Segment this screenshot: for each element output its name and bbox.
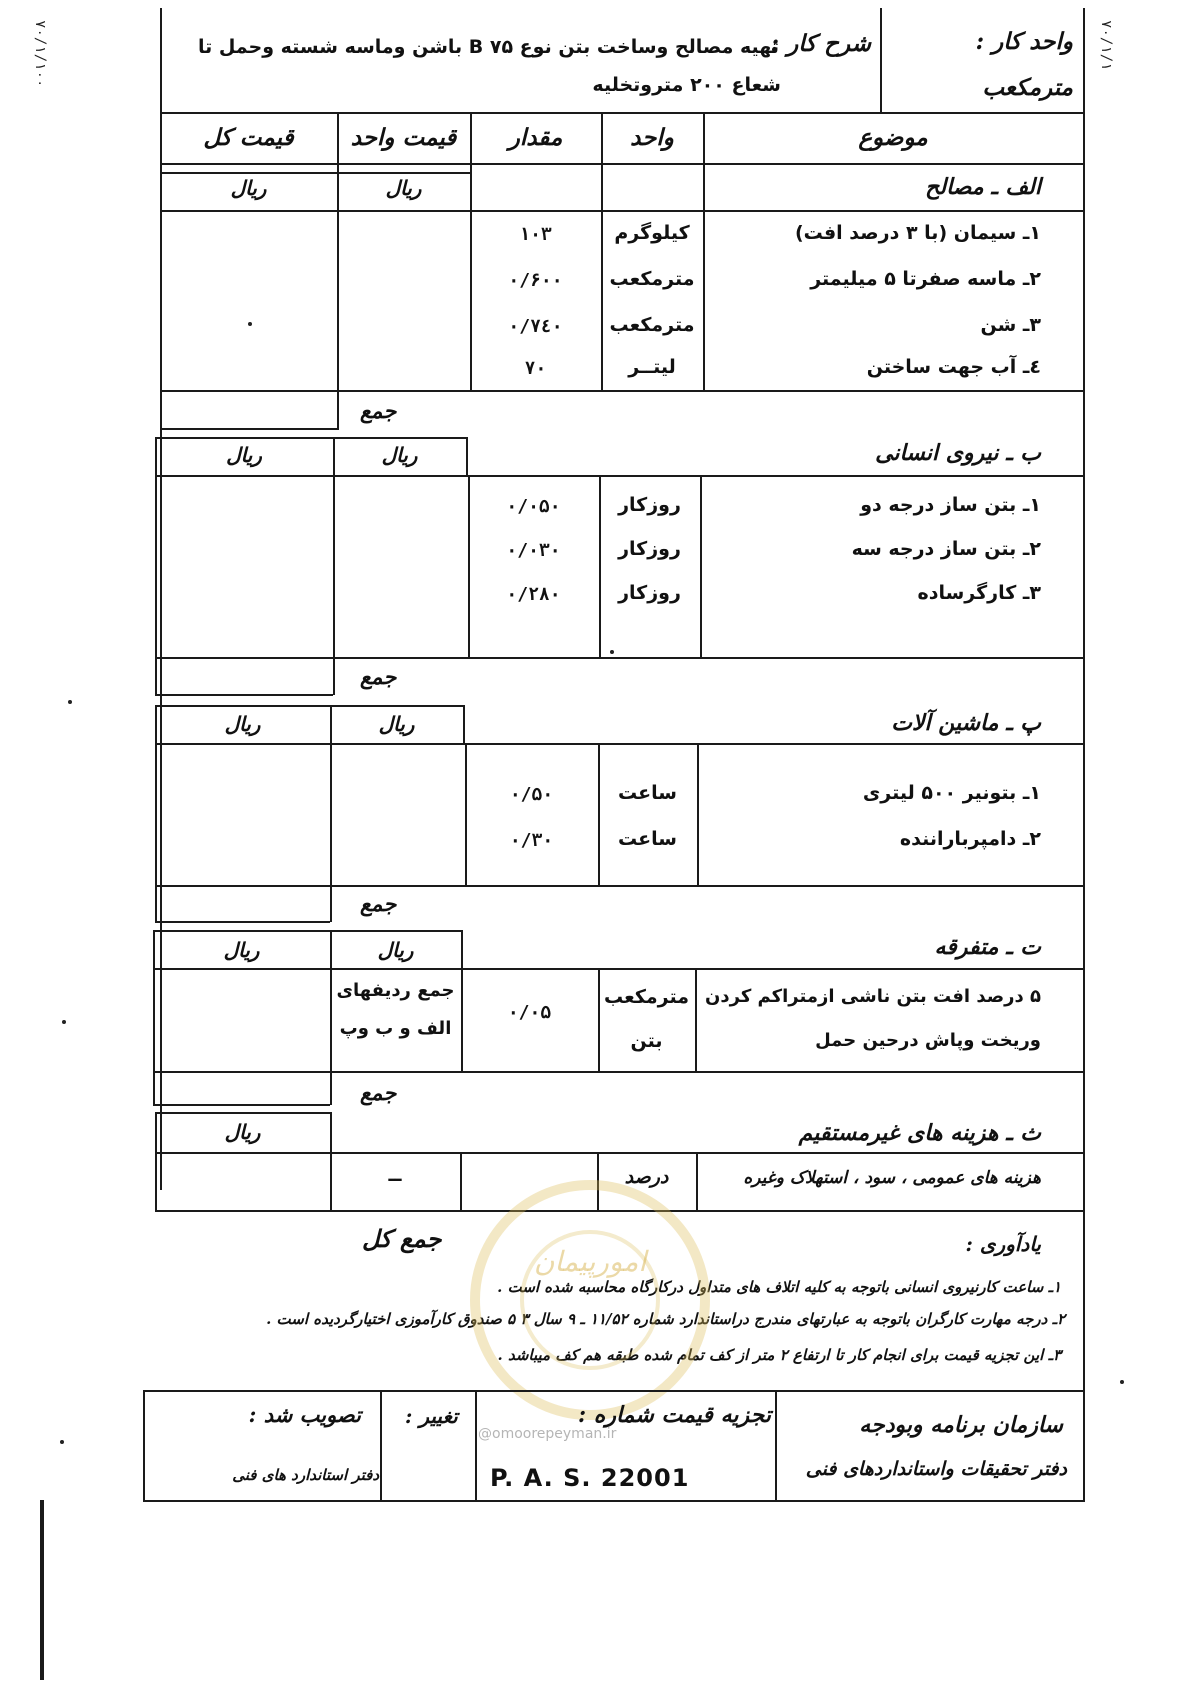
scan-speck — [1120, 1380, 1124, 1384]
note-2: ۲ـ درجه مهارت کارگران باتوجه به عبارتهای مندرج دراستاندارد شماره ۱۱/۵۲ ـ ۹ سال ۳ ۵ صندوق کارآموزی اختیارگردیده است . — [266, 1310, 1065, 1328]
right-margin-mark: ۷٠/۱/۱ — [1098, 20, 1114, 71]
labor-item-2-name: ۲ـ بتن ساز درجه سه — [851, 538, 1041, 560]
materials-item-1-unit: کیلوگرم — [614, 222, 690, 244]
machinery-sum-label: جمع — [360, 891, 397, 916]
labor-sum-label: جمع — [360, 664, 397, 689]
misc-unit-line1: مترمکعب — [604, 986, 689, 1008]
work-unit-value: مترمکعب — [982, 74, 1073, 101]
column-total-price: قیمت کل — [203, 124, 294, 151]
misc-unit-line2: بتن — [630, 1030, 663, 1052]
labor-item-1-amount: ۰/۰۵۰ — [506, 496, 561, 517]
labor-rial-bottom-rule — [155, 475, 1085, 477]
machinery-item-1-amount: ۰/۵۰ — [509, 784, 554, 805]
notes-title: یادآوری : — [965, 1232, 1041, 1256]
misc-items-bottom-rule — [153, 1071, 1085, 1073]
labor-item-1-unit: روزکار — [618, 494, 681, 516]
machinery-items-bottom-rule — [155, 885, 1085, 887]
column-subject: موضوع — [858, 124, 928, 151]
labor-items-bottom-rule — [155, 657, 1085, 659]
materials-items-bottom-rule — [160, 390, 1085, 392]
materials-currency-total: ریال — [230, 176, 267, 200]
column-unit-price: قیمت واحد — [350, 124, 457, 151]
machinery-currency-total: ریال — [224, 712, 261, 736]
work-description-line1: تهیه مصالح وساخت بتن نوع B ۷۵ باشن وماسه شسته وحمل تا — [197, 36, 779, 58]
watermark-stamp-text: امورپیمان — [533, 1245, 647, 1278]
labor-sum-bottom-rule — [155, 694, 333, 696]
materials-item-1-amount: ۱۰۳ — [519, 224, 552, 245]
machinery-unit-sep — [598, 743, 600, 885]
misc-item-line2: وریخت وپاش درحین حمل — [815, 1030, 1041, 1051]
materials-item-3-name: ۳ـ شن — [980, 314, 1041, 336]
note-3: ۳ـ این تجزیه قیمت برای انجام کار تا ارتفاع ۲ متر از کف تمام شده طبقه هم کف میباشد . — [497, 1346, 1061, 1364]
misc-sum-label: جمع — [360, 1080, 397, 1105]
indirect-rial-top-rule — [155, 1112, 332, 1114]
machinery-subject-sep — [697, 743, 699, 885]
col-sep-unit-amount — [601, 112, 603, 390]
indirect-unit: درصد — [624, 1166, 669, 1188]
materials-currency-unit: ریال — [385, 176, 422, 200]
machinery-rial-bottom-rule — [155, 743, 1085, 745]
misc-rial-top-rule — [153, 930, 463, 932]
footer-org-line1: سازمان برنامه وبودجه — [859, 1412, 1063, 1438]
machinery-item-2-name: ۲ـ دامپرباراننده — [899, 828, 1041, 850]
machinery-unitprice-sep — [330, 705, 332, 922]
col-sep-subject-unit — [703, 112, 705, 390]
materials-item-4-unit: لیتــر — [628, 356, 676, 378]
footer-org-line2: دفتر تحقیقات واستانداردهای فنی — [805, 1458, 1067, 1480]
misc-currency-total: ریال — [223, 938, 260, 962]
machinery-sum-bottom-rule — [155, 921, 330, 923]
misc-rial-bottom-rule — [153, 968, 1085, 970]
footer-approved-label: تصویب شد : — [248, 1402, 361, 1427]
machinery-currency-sep — [463, 705, 465, 745]
labor-item-1-name: ۱ـ بتن ساز درجه دو — [860, 494, 1041, 516]
materials-rial-top-rule — [160, 172, 470, 174]
scan-speck — [68, 700, 72, 704]
machinery-item-1-name: ۱ـ بتونیر ۵۰۰ لیتری — [862, 782, 1041, 804]
misc-currency-unit: ریال — [377, 938, 414, 962]
misc-unit-sep — [598, 968, 600, 1072]
misc-amount: ۰/۰۵ — [507, 1002, 552, 1023]
scan-speck — [62, 1020, 66, 1024]
labor-item-3-amount: ۰/۲۸۰ — [506, 584, 561, 605]
indirect-amount-sep — [460, 1152, 462, 1210]
materials-title: الف ـ مصالح — [925, 174, 1041, 200]
labor-item-2-unit: روزکار — [618, 538, 681, 560]
labor-rial-top-rule — [155, 437, 468, 439]
misc-price-line2: الف و ب وپ — [339, 1018, 452, 1039]
labor-currency-total: ریال — [226, 443, 262, 467]
indirect-currency-sep — [330, 1112, 332, 1210]
materials-sum-label: جمع — [360, 398, 397, 423]
scan-speck — [60, 1440, 64, 1444]
work-description-line2: شعاع ۲۰۰ متروتخلیه — [592, 74, 781, 96]
watermark-stamp — [470, 1180, 710, 1420]
machinery-rial-top-rule — [155, 705, 465, 707]
footer-analysis-code: P. A. S. 22001 — [490, 1464, 690, 1492]
labor-currency-unit: ریال — [381, 443, 418, 467]
left-margin-mark: ۷٠/۱/۱۰٠ — [32, 20, 48, 88]
labor-item-3-unit: روزکار — [618, 582, 681, 604]
machinery-item-1-unit: ساعت — [618, 782, 677, 804]
labor-item-2-amount: ۰/۰۳۰ — [506, 540, 561, 561]
materials-item-4-amount: ۷۰ — [524, 358, 547, 379]
materials-item-4-name: ٤ـ آب جهت ساختن — [866, 356, 1041, 378]
materials-sum-bottom-rule — [160, 428, 337, 430]
note-1: ۱ـ ساعت کارنیروی انسانی باتوجه به کلیه اتلاف های متداول درکارگاه محاسبه شده است . — [497, 1278, 1061, 1296]
frame-right-border — [1083, 8, 1085, 1390]
scan-speck — [248, 322, 252, 326]
machinery-amount-sep — [465, 743, 467, 885]
footer-sep-analysis — [475, 1390, 477, 1502]
labor-item-3-name: ۳ـ کارگرساده — [917, 582, 1041, 604]
materials-rial-bottom-rule — [160, 210, 1085, 212]
column-header-bottom-rule — [160, 163, 1085, 165]
labor-currency-sep — [466, 437, 468, 475]
materials-item-3-unit: مترمکعب — [609, 314, 695, 336]
materials-item-2-unit: مترمکعب — [609, 268, 695, 290]
grand-total-label: جمع کل — [362, 1224, 442, 1253]
header-divider — [880, 8, 882, 114]
machinery-item-2-amount: ۰/۳۰ — [509, 830, 554, 851]
indirect-item: هزینه های عمومی ، سود ، استهلاک وغیره — [743, 1168, 1041, 1188]
indirect-rial-bottom-rule — [155, 1152, 1085, 1154]
machinery-item-2-unit: ساعت — [618, 828, 677, 850]
footer-top-rule — [143, 1390, 1085, 1392]
footer-change-label: تغییر : — [405, 1404, 458, 1428]
footer-sep-org — [775, 1390, 777, 1502]
column-unit: واحد — [630, 124, 674, 151]
indirect-subject-sep — [696, 1152, 698, 1210]
footer-bottom-rule — [143, 1500, 1085, 1502]
header-bottom-rule — [160, 112, 1085, 114]
footer-approved-org: دفتر استاندارد های فنی — [232, 1466, 379, 1484]
materials-item-2-amount: ۰/۶۰۰ — [508, 270, 563, 291]
labor-subject-sep — [700, 475, 702, 657]
misc-left-border — [153, 930, 155, 1105]
misc-sum-bottom-rule — [153, 1104, 330, 1106]
materials-item-2-name: ۲ـ ماسه صفرتا ۵ میلیمتر — [810, 268, 1041, 290]
misc-currency-sep — [461, 930, 463, 1072]
labor-title: ب ـ نیروی انسانی — [875, 440, 1041, 466]
misc-title: ت ـ متفرقه — [934, 934, 1041, 960]
footer-analysis-label: تجزیه قیمت شماره : — [578, 1402, 771, 1428]
machinery-left-border — [155, 705, 157, 922]
materials-item-3-amount: ۰/۷٤۰ — [508, 316, 563, 337]
work-description-label: شرح کار : — [770, 30, 871, 57]
footer-left-border — [143, 1390, 145, 1502]
watermark-site: @omoorepeyman.ir — [478, 1426, 617, 1442]
machinery-currency-unit: ریال — [378, 712, 415, 736]
footer-right-border — [1083, 1390, 1085, 1502]
misc-item-line1: ۵ درصد افت بتن ناشی ازمتراکم کردن — [705, 986, 1041, 1007]
materials-unitprice-sep — [337, 210, 339, 430]
materials-item-1-name: ۱ـ سیمان (با ۳ درصد افت) — [794, 222, 1041, 244]
left-binding-line — [40, 1500, 44, 1680]
column-amount: مقدار — [508, 124, 563, 151]
misc-price-line1: جمع ردیفهای — [336, 980, 455, 1001]
machinery-title: پ ـ ماشین آلات — [891, 710, 1041, 736]
misc-subject-sep — [695, 968, 697, 1072]
work-unit-label: واحد کار : — [975, 28, 1073, 55]
scan-speck — [610, 650, 614, 654]
indirect-currency-total: ریال — [224, 1120, 261, 1144]
indirect-title: ث ـ هزینه های غیرمستقیم — [798, 1120, 1041, 1146]
indirect-price: ــ — [388, 1164, 402, 1186]
footer-sep-change — [380, 1390, 382, 1502]
